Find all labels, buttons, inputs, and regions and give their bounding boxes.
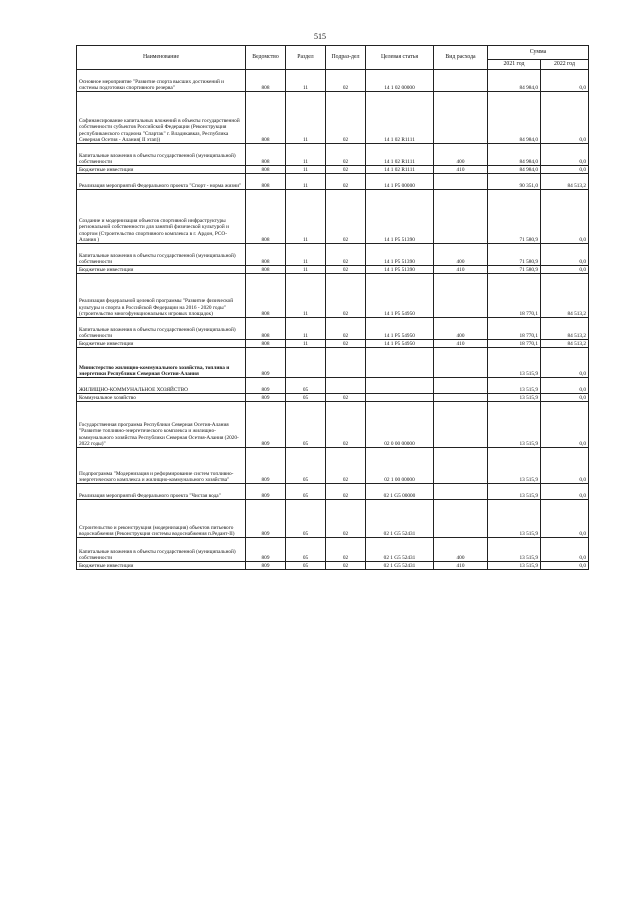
row-podrazdel: 02 [326, 244, 366, 266]
table-row [77, 144, 589, 166]
row-vedomstvo: 808 [246, 274, 286, 318]
row-razdel: 11 [286, 244, 326, 266]
row-sum-2022: 84 513,2 [541, 318, 589, 340]
table-row [77, 402, 589, 448]
row-razdel [286, 348, 326, 378]
row-name: Капитальные вложения в объекты государственной (муниципальной) собственности [77, 144, 246, 166]
row-sum-2022: 0,0 [541, 394, 589, 402]
row-sum-2022: 0,0 [541, 500, 589, 538]
row-vedomstvo: 808 [246, 174, 286, 190]
row-sum-2022: 84 513,2 [541, 174, 589, 190]
row-podrazdel: 02 [326, 500, 366, 538]
row-podrazdel: 02 [326, 340, 366, 348]
row-vedomstvo: 809 [246, 402, 286, 448]
row-sum-2022: 0,0 [541, 266, 589, 274]
row-target-article: 14 1 P5 54950 [366, 318, 434, 340]
row-expense-type [434, 448, 488, 484]
row-expense-type: 410 [434, 340, 488, 348]
row-sum-2021: 18 770,1 [488, 274, 541, 318]
row-target-article: 14 1 P5 51390 [366, 266, 434, 274]
row-sum-2022: 84 513,2 [541, 274, 589, 318]
row-vedomstvo: 809 [246, 500, 286, 538]
row-sum-2021: 90 351,0 [488, 174, 541, 190]
row-name: Основное мероприятие "Развитие спорта высших достижений и системы подготовки спортивного резерва" [77, 70, 246, 92]
row-target-article: 14 1 02 R1111 [366, 144, 434, 166]
row-razdel: 11 [286, 266, 326, 274]
row-expense-type: 400 [434, 318, 488, 340]
row-name: Софинансирование капитальных вложений в объекты государственной собственности субъектов Российской Федерации (Реконструкция республиканского стадиона "Спартак" г. Владикавказ, Республика Северная Осетия - Алания( II этап)) [77, 92, 246, 144]
row-target-article: 02 1 G5 52431 [366, 538, 434, 562]
table-row [77, 500, 589, 538]
row-name: Подпрограмма "Модернизация и реформирование систем топливно-энергетического комплекса и жилищно-коммунального хозяйства" [77, 448, 246, 484]
row-vedomstvo: 809 [246, 484, 286, 500]
row-sum-2022: 0,0 [541, 448, 589, 484]
row-sum-2022: 0,0 [541, 70, 589, 92]
row-target-article: 14 1 P5 51390 [366, 244, 434, 266]
row-sum-2021: 13 515,9 [488, 500, 541, 538]
row-target-article: 14 1 P5 54950 [366, 274, 434, 318]
row-sum-2021: 13 515,9 [488, 562, 541, 570]
row-podrazdel: 02 [326, 274, 366, 318]
row-name: Строительство и реконструкция (модернизация) объектов питьевого водоснабжения (Реконструкция системы водоснабжения п.Редант-II) [77, 500, 246, 538]
row-target-article: 02 1 G5 00000 [366, 484, 434, 500]
row-razdel: 11 [286, 318, 326, 340]
row-target-article: 14 1 02 R1111 [366, 92, 434, 144]
row-vedomstvo: 808 [246, 92, 286, 144]
row-razdel: 05 [286, 538, 326, 562]
header-razdel: Раздел [286, 46, 326, 70]
row-name: Бюджетные инвестиции [77, 266, 246, 274]
row-vedomstvo: 808 [246, 340, 286, 348]
row-target-article: 02 1 G5 52431 [366, 500, 434, 538]
row-vedomstvo: 809 [246, 538, 286, 562]
row-expense-type [434, 174, 488, 190]
row-target-article [366, 348, 434, 378]
row-name: Капитальные вложения в объекты государственной (муниципальной) собственности [77, 244, 246, 266]
table-row [77, 538, 589, 562]
table-row [77, 562, 589, 570]
table-row [77, 448, 589, 484]
header-podrazdel: Подраз-дел [326, 46, 366, 70]
row-vedomstvo: 808 [246, 190, 286, 244]
row-target-article [366, 378, 434, 394]
row-expense-type [434, 70, 488, 92]
row-expense-type [434, 348, 488, 378]
row-podrazdel: 02 [326, 394, 366, 402]
row-expense-type [434, 500, 488, 538]
row-sum-2022: 0,0 [541, 484, 589, 500]
header-name: Наименование [77, 46, 246, 70]
row-podrazdel: 02 [326, 318, 366, 340]
row-razdel: 11 [286, 166, 326, 174]
row-podrazdel: 02 [326, 70, 366, 92]
table-row [77, 348, 589, 378]
row-sum-2021: 18 770,1 [488, 318, 541, 340]
table-row [77, 266, 589, 274]
row-target-article: 14 1 P5 00000 [366, 174, 434, 190]
row-name: Реализация мероприятий Федерального проекта "Спорт - норма жизни" [77, 174, 246, 190]
row-expense-type [434, 92, 488, 144]
row-expense-type [434, 190, 488, 244]
row-name: Коммунальное хозяйство [77, 394, 246, 402]
row-name: Бюджетные инвестиции [77, 340, 246, 348]
row-sum-2022: 0,0 [541, 378, 589, 394]
row-podrazdel: 02 [326, 538, 366, 562]
row-razdel: 05 [286, 500, 326, 538]
table-row [77, 92, 589, 144]
row-target-article: 14 1 02 00000 [366, 70, 434, 92]
row-sum-2021: 84 984,0 [488, 166, 541, 174]
row-razdel: 05 [286, 484, 326, 500]
row-sum-2021: 84 984,0 [488, 70, 541, 92]
row-razdel: 11 [286, 174, 326, 190]
table-row [77, 394, 589, 402]
row-razdel: 11 [286, 144, 326, 166]
row-expense-type [434, 394, 488, 402]
row-podrazdel [326, 348, 366, 378]
table-row [77, 174, 589, 190]
row-expense-type [434, 378, 488, 394]
row-vedomstvo: 808 [246, 318, 286, 340]
row-podrazdel: 02 [326, 562, 366, 570]
row-name: Бюджетные инвестиции [77, 562, 246, 570]
row-sum-2021: 13 515,9 [488, 538, 541, 562]
row-razdel: 11 [286, 274, 326, 318]
row-sum-2022: 0,0 [541, 562, 589, 570]
row-name: Реализация федеральной целевой программы "Развитие физической культуры и спорта в Российской Федерации на 2016 - 2020 годы" (строительство многофункциональных игровых площадок) [77, 274, 246, 318]
row-sum-2021: 18 770,1 [488, 340, 541, 348]
row-podrazdel: 02 [326, 448, 366, 484]
row-name: Бюджетные инвестиции [77, 166, 246, 174]
table-row [77, 70, 589, 92]
row-name: Государственная программа Республики Северная Осетия-Алания "Развитие топливно-энергетического комплекса и жилищно-коммунального хозяйства Республики Северная Осетия-Алания (2020-2022 годы)" [77, 402, 246, 448]
header-target: Целевая статья [366, 46, 434, 70]
row-podrazdel: 02 [326, 402, 366, 448]
row-podrazdel [326, 378, 366, 394]
row-razdel: 05 [286, 394, 326, 402]
row-podrazdel: 02 [326, 266, 366, 274]
row-vedomstvo: 809 [246, 394, 286, 402]
row-sum-2022: 0,0 [541, 538, 589, 562]
row-sum-2021: 71 580,9 [488, 266, 541, 274]
row-expense-type: 400 [434, 244, 488, 266]
row-razdel: 11 [286, 190, 326, 244]
row-vedomstvo: 809 [246, 448, 286, 484]
row-vedomstvo: 809 [246, 348, 286, 378]
row-podrazdel: 02 [326, 190, 366, 244]
row-name: ЖИЛИЩНО-КОММУНАЛЬНОЕ ХОЗЯЙСТВО [77, 378, 246, 394]
row-podrazdel: 02 [326, 144, 366, 166]
row-sum-2021: 84 984,0 [488, 92, 541, 144]
row-razdel: 05 [286, 448, 326, 484]
row-vedomstvo: 809 [246, 378, 286, 394]
row-expense-type: 410 [434, 266, 488, 274]
header-2021: 2021 год [488, 60, 541, 70]
budget-table [76, 45, 589, 570]
row-vedomstvo: 808 [246, 144, 286, 166]
row-sum-2021: 71 580,9 [488, 244, 541, 266]
row-target-article: 02 1 G5 52431 [366, 562, 434, 570]
row-name: Создание и модернизация объектов спортивной инфраструктуры региональной собственности для занятий физической культурой и спортом (Строительство спортивного комплекса в г. Ардон, РСО-Алания ) [77, 190, 246, 244]
row-name: Капитальные вложения в объекты государственной (муниципальной) собственности [77, 538, 246, 562]
row-sum-2021: 13 515,9 [488, 448, 541, 484]
row-razdel: 11 [286, 340, 326, 348]
row-expense-type [434, 484, 488, 500]
row-razdel: 05 [286, 378, 326, 394]
table-row [77, 274, 589, 318]
header-2022: 2022 год [541, 60, 589, 70]
row-sum-2022: 0,0 [541, 244, 589, 266]
row-sum-2021: 13 515,9 [488, 484, 541, 500]
table-row [77, 190, 589, 244]
row-sum-2021: 71 580,9 [488, 190, 541, 244]
page-number: 515 [314, 32, 326, 41]
row-podrazdel: 02 [326, 484, 366, 500]
row-sum-2022: 0,0 [541, 190, 589, 244]
row-sum-2022: 0,0 [541, 144, 589, 166]
table-row [77, 340, 589, 348]
row-sum-2022: 0,0 [541, 166, 589, 174]
header-summa: Сумма [488, 46, 589, 60]
row-vedomstvo: 808 [246, 70, 286, 92]
row-sum-2021: 13 515,9 [488, 378, 541, 394]
row-name: Министерство жилищно-коммунального хозяйства, топлива и энергетики Республики Северная Осетия-Алания [77, 348, 246, 378]
row-sum-2022: 0,0 [541, 92, 589, 144]
row-podrazdel: 02 [326, 174, 366, 190]
table-row [77, 318, 589, 340]
table-row [77, 244, 589, 266]
row-target-article: 02 1 00 00000 [366, 448, 434, 484]
row-expense-type [434, 274, 488, 318]
row-podrazdel: 02 [326, 92, 366, 144]
row-target-article: 02 0 00 00000 [366, 402, 434, 448]
row-expense-type: 410 [434, 166, 488, 174]
row-target-article: 14 1 02 R1111 [366, 166, 434, 174]
row-expense-type: 400 [434, 144, 488, 166]
row-razdel: 05 [286, 402, 326, 448]
table-row [77, 166, 589, 174]
row-sum-2021: 84 984,0 [488, 144, 541, 166]
row-vedomstvo: 808 [246, 166, 286, 174]
row-vedomstvo: 808 [246, 244, 286, 266]
row-name: Капитальные вложения в объекты государственной (муниципальной) собственности [77, 318, 246, 340]
row-sum-2022: 84 513,2 [541, 340, 589, 348]
row-podrazdel: 02 [326, 166, 366, 174]
header-vedomstvo: Ведомство [246, 46, 286, 70]
row-vedomstvo: 808 [246, 266, 286, 274]
row-name: Реализация мероприятий Федерального проекта "Чистая вода" [77, 484, 246, 500]
row-sum-2021: 13 515,9 [488, 402, 541, 448]
row-razdel: 05 [286, 562, 326, 570]
row-sum-2022: 0,0 [541, 402, 589, 448]
row-target-article: 14 1 P5 54950 [366, 340, 434, 348]
table-row [77, 378, 589, 394]
header-vid: Вид расхода [434, 46, 488, 70]
row-razdel: 11 [286, 92, 326, 144]
row-expense-type: 400 [434, 538, 488, 562]
table-body [77, 70, 589, 570]
row-expense-type: 410 [434, 562, 488, 570]
row-sum-2022: 0,0 [541, 348, 589, 378]
row-razdel: 11 [286, 70, 326, 92]
row-vedomstvo: 809 [246, 562, 286, 570]
row-sum-2021: 13 515,9 [488, 348, 541, 378]
table-row [77, 484, 589, 500]
row-target-article: 14 1 P5 51390 [366, 190, 434, 244]
row-sum-2021: 13 515,9 [488, 394, 541, 402]
row-target-article [366, 394, 434, 402]
row-expense-type [434, 402, 488, 448]
